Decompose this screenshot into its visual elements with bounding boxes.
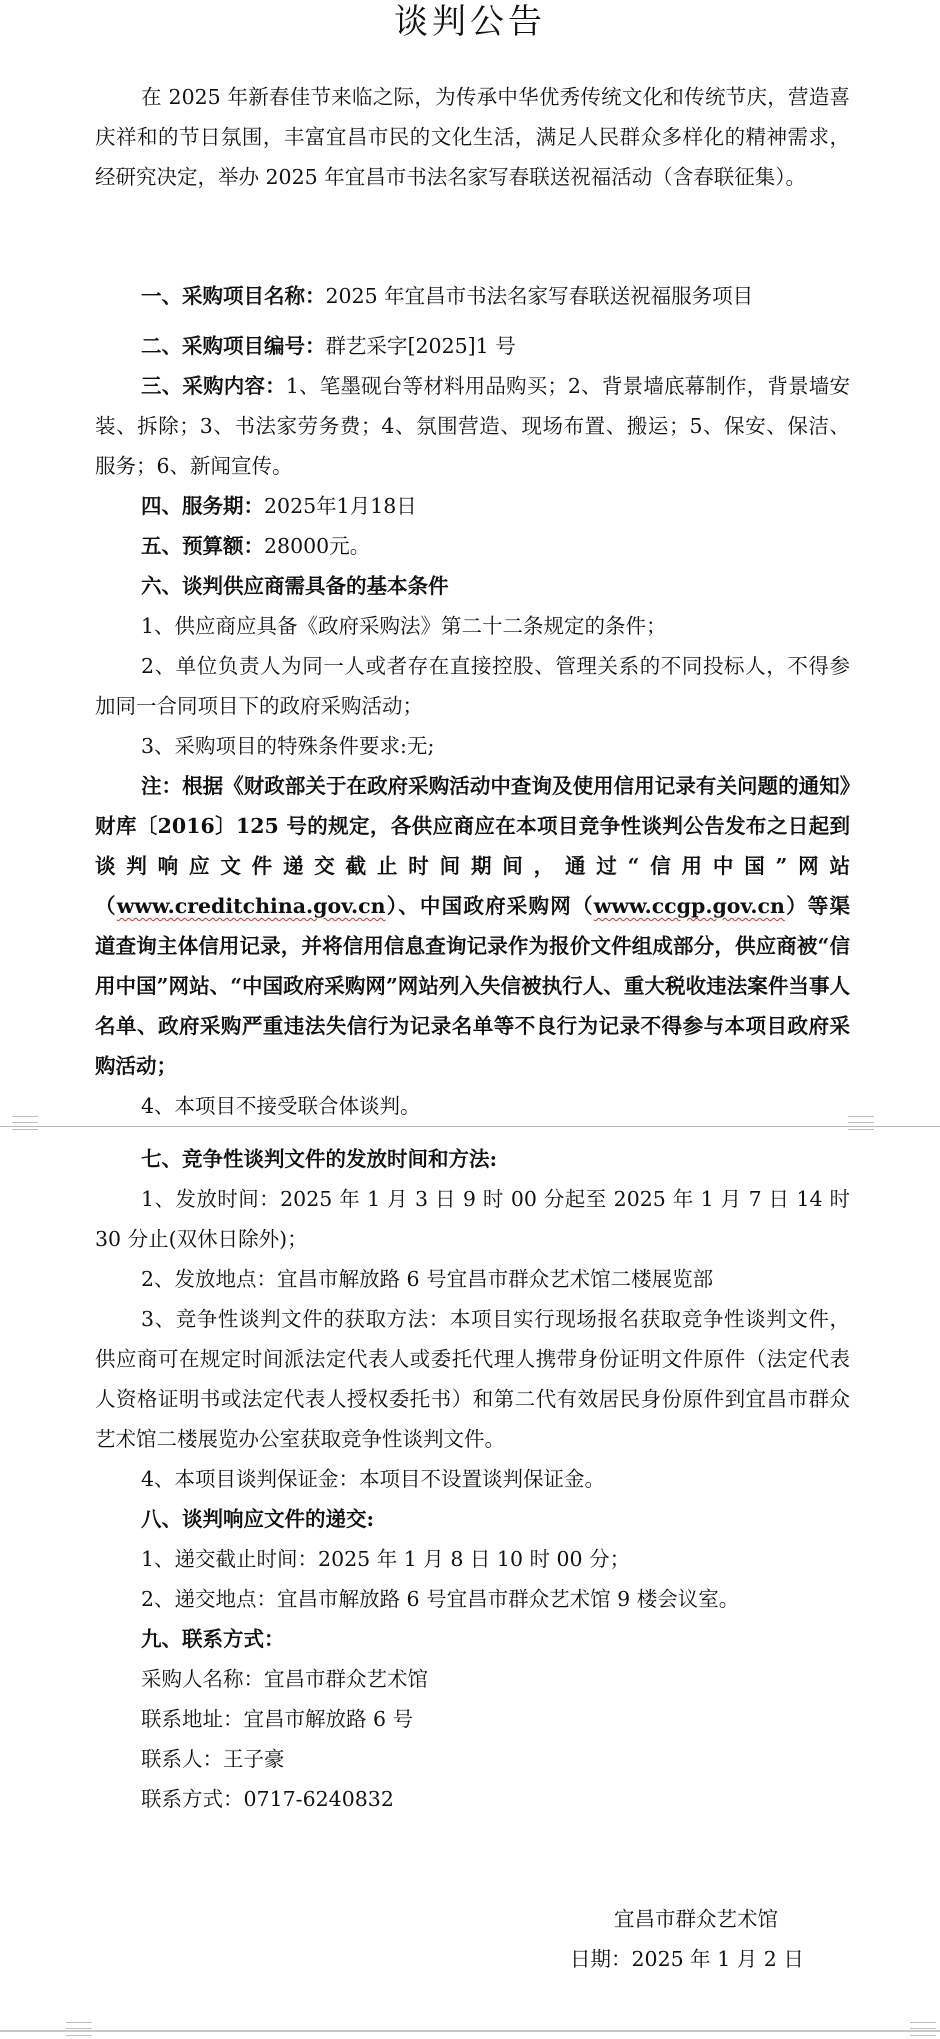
- section-1: [95, 276, 850, 316]
- page-break-divider: [0, 1126, 940, 1127]
- section-4-value: 2025年1月18日: [264, 494, 417, 518]
- credit-note-text-3: ）等渠道查询主体信用记录，并将信用信息查询记录作为报价文件组成部分，供应商被“信用中国”网站、“中国政府采购网”网站列入失信被执行人、重大税收违法案件当事人名单、政府采购严重违法失信行为记录名单等不良行为记录不得参与本项目政府采购活动；: [95, 894, 851, 1078]
- contact-person: 联系人：王子豪: [141, 1747, 285, 1771]
- page-bottom-corner-marker-right: [910, 2022, 936, 2036]
- section-6-item-3: 3、采购项目的特殊条件要求:无;: [141, 734, 435, 758]
- section-2-label: 二、采购项目编号：: [141, 334, 326, 358]
- credit-note: [95, 766, 850, 1086]
- section-7-item-4: 4、本项目谈判保证金：本项目不设置谈判保证金。: [141, 1467, 606, 1491]
- page-bottom-divider: [0, 2030, 940, 2032]
- section-5: [95, 526, 850, 566]
- contact-phone: 联系方式：0717-6240832: [141, 1787, 394, 1811]
- section-1-label: 一、采购项目名称：: [141, 284, 326, 308]
- section-2-value: 群艺采字[2025]1 号: [325, 334, 516, 358]
- credit-note-text-2: ）、中国政府采购网（: [385, 894, 594, 918]
- section-1-value: 2025 年宜昌市书法名家写春联送祝福服务项目: [325, 284, 754, 308]
- section-6-item-4: 4、本项目不接受联合体谈判。: [141, 1094, 421, 1118]
- contact-address: 联系地址：宜昌市解放路 6 号: [141, 1707, 414, 1731]
- page-corner-marker-left: [12, 1116, 38, 1130]
- credit-note-text-1: 注：根据《财政部关于在政府采购活动中查询及使用信用记录有关问题的通知》财库〔2016〕125 号的规定，各供应商应在本项目竞争性谈判公告发布之日起到谈判响应文件递交截止时间期间，通过“信用中国”网站（: [95, 774, 850, 918]
- section-3-label: 三、采购内容：: [141, 374, 286, 398]
- section-8-heading: 八、谈判响应文件的递交:: [141, 1507, 375, 1531]
- section-6-item-1: 1、供应商应具备《政府采购法》第二十二条规定的条件；: [141, 614, 667, 638]
- signature-date: 日期：2025 年 1 月 2 日: [570, 1947, 804, 1971]
- section-3-value: 1、笔墨砚台等材料用品购买；2、背景墙底幕制作，背景墙安装、拆除；3、书法家劳务费；4、氛围营造、现场布置、搬运；5、保安、保洁、服务；6、新闻宣传。: [95, 374, 850, 478]
- section-4: [95, 486, 850, 526]
- section-6-item-2: 2、单位负责人为同一人或者存在直接控股、管理关系的不同投标人，不得参加同一合同项目下的政府采购活动；: [95, 654, 850, 718]
- signature-organization: 宜昌市群众艺术馆: [614, 1907, 778, 1931]
- creditchina-link[interactable]: www.creditchina.gov.cn: [116, 894, 386, 918]
- ccgp-link[interactable]: www.ccgp.gov.cn: [593, 894, 785, 918]
- section-8-item-2: 2、递交地点：宜昌市解放路 6 号宜昌市群众艺术馆 9 楼会议室。: [141, 1587, 740, 1611]
- document-title: 谈判公告: [394, 2, 546, 42]
- section-6-heading: 六、谈判供应商需具备的基本条件: [141, 574, 449, 598]
- page-corner-marker-right: [848, 1116, 874, 1130]
- section-7-item-3: 3、竞争性谈判文件的获取方法：本项目实行现场报名获取竞争性谈判文件，供应商可在规定时间派法定代表人或委托代理人携带身份证明文件原件（法定代表人资格证明书或法定代表人授权委托书）和第二代有效居民身份原件到宜昌市群众艺术馆二楼展览办公室获取竞争性谈判文件。: [95, 1307, 850, 1451]
- section-5-label: 五、预算额：: [141, 534, 264, 558]
- section-4-label: 四、服务期：: [141, 494, 264, 518]
- contact-purchaser: 采购人名称：宜昌市群众艺术馆: [141, 1667, 428, 1691]
- page-bottom-corner-marker-left: [66, 2022, 92, 2036]
- section-7-heading: 七、竞争性谈判文件的发放时间和方法:: [141, 1147, 498, 1171]
- intro-paragraph: 在 2025 年新春佳节来临之际，为传承中华优秀传统文化和传统节庆，营造喜庆祥和的节日氛围，丰富宜昌市民的文化生活，满足人民群众多样化的精神需求，经研究决定，举办 2025 年宜昌市书法名家写春联送祝福活动（含春联征集）。: [95, 85, 850, 189]
- section-2: [95, 326, 850, 366]
- section-9-heading: 九、联系方式：: [141, 1627, 285, 1651]
- section-8-item-1: 1、递交截止时间：2025 年 1 月 8 日 10 时 00 分；: [141, 1547, 631, 1571]
- section-3: [95, 366, 850, 486]
- section-7-item-1: 1、发放时间：2025 年 1 月 3 日 9 时 00 分起至 2025 年 1 月 7 日 14 时 30 分止(双休日除外)；: [95, 1187, 850, 1251]
- section-7-item-2: 2、发放地点：宜昌市解放路 6 号宜昌市群众艺术馆二楼展览部: [141, 1267, 714, 1291]
- section-5-value: 28000元。: [264, 534, 371, 558]
